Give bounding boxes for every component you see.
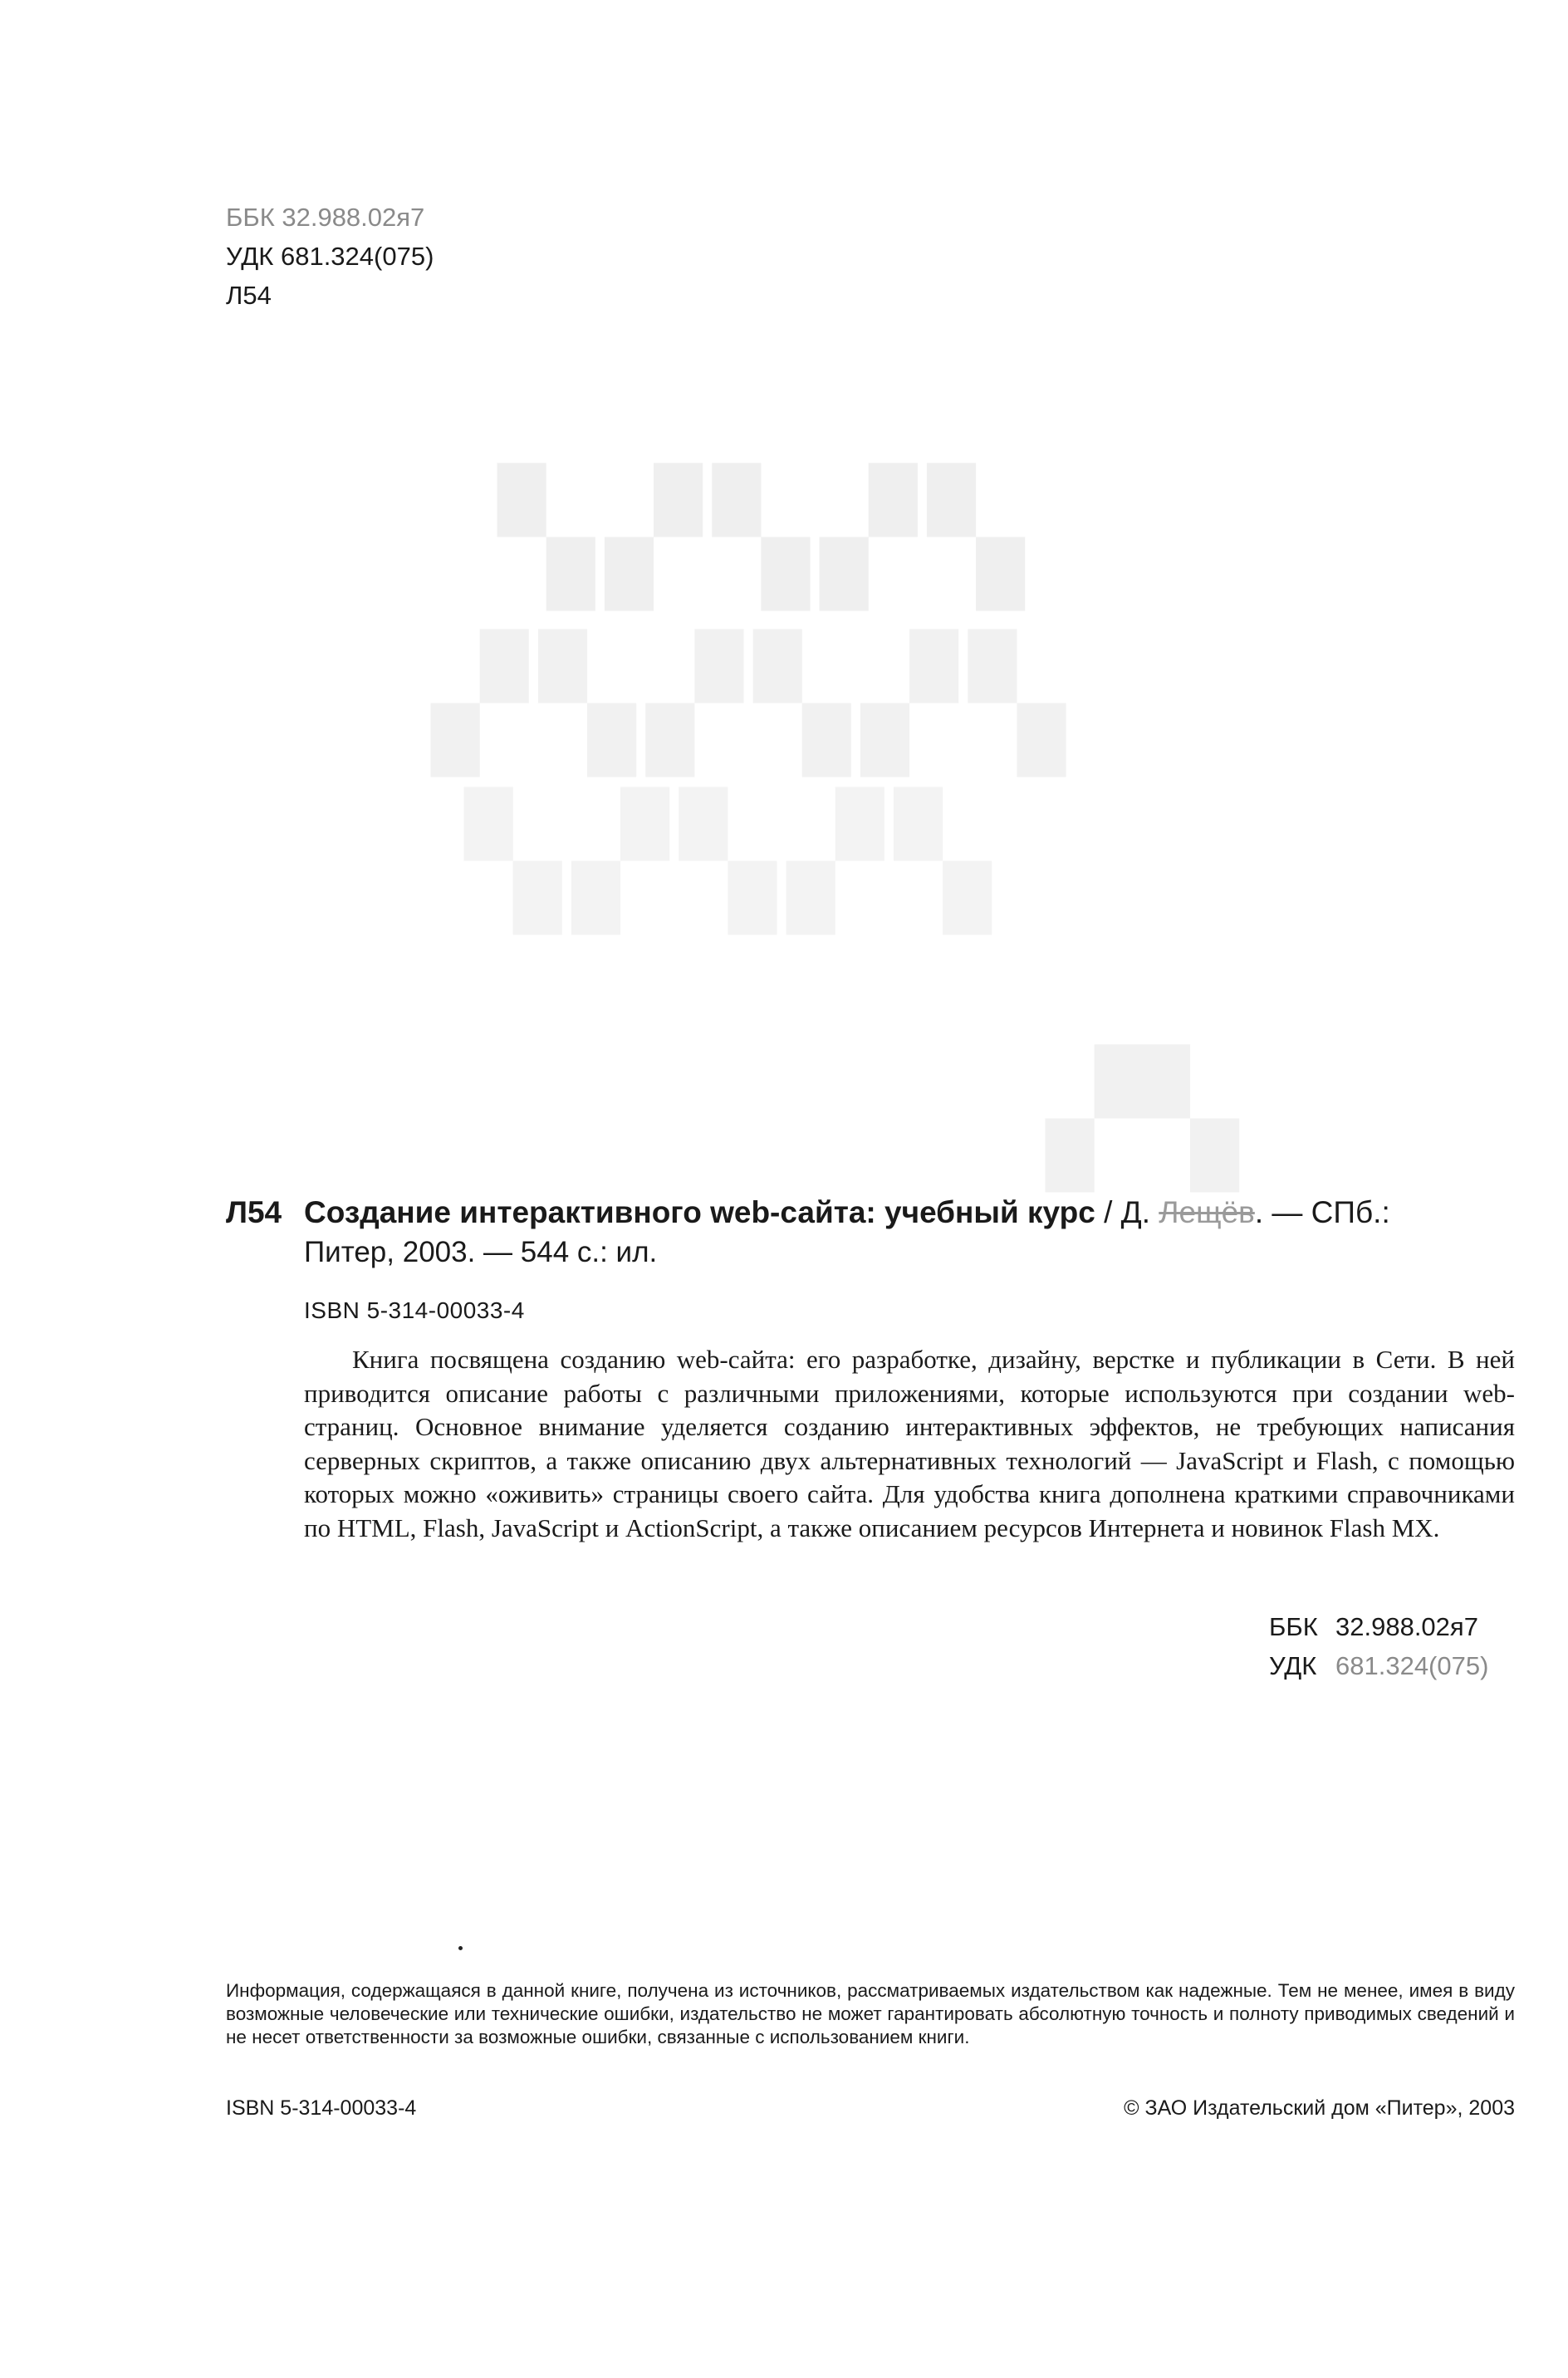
show-through-ghost: ▞▚ [1046,1047,1238,1191]
udk-value: 681.324(075) [1335,1651,1489,1680]
bbk-label: ББК [1269,1612,1318,1641]
annotation [304,1343,1515,1545]
publisher-line: Питер, 2003. — 544 с.: ил. [304,1236,658,1268]
disclaimer-text: Информация, содержащаяся в данной книге, получена из источников, рассматриваемых издательством как надежные. Тем не менее, имея в виду возможные человеческие или технические ошибки, издательство не может гарантировать абсолютную точность и полноту приводимых сведений и не несет ответственности за возможные ошибки, связанные с использованием книги. [226,1980,1515,2047]
disclaimer [226,1979,1515,2049]
book-title: Создание интерактивного web-сайта: учебный курс [304,1195,1095,1229]
entry-code: Л54 [226,1195,282,1229]
udk-code-bottom [1269,1646,1488,1685]
isbn-line: ISBN 5-314-00033-4 [304,1297,525,1323]
classification-top [226,198,434,315]
bbk-code-bottom [1269,1607,1488,1646]
bbk-code-top: ББК 32.988.02я7 [226,203,425,232]
footer-isbn: ISBN 5-314-00033-4 [226,2096,417,2120]
author-name: Лещёв [1159,1195,1255,1229]
udk-code-top: УДК 681.324(075) [226,242,434,271]
entry-title [304,1195,1390,1230]
annotation-text: Книга посвящена созданию web-сайта: его разработке, дизайну, верстке и публикации в Сети. В ней приводится описание работы с различными приложениями, которые используются при создании web-страниц. Основное внимание уделяется созданию интерактивных эффектов, не требующих написания серверных скриптов, а также описанию двух альтернативных технологий — JavaScript и Flash, с помощью которых можно «оживить» страницы своего сайта. Для удобства книга дополнена краткими справочниками по HTML, Flash, JavaScript и ActionScript, а также описанием ресурсов Интернета и новинок Flash MX. [304,1345,1515,1542]
classification-bottom [1269,1607,1488,1685]
place-of-publication: . — СПб.: [1254,1195,1390,1229]
show-through-ghost: ▚▞▚▞▚ [498,465,1036,610]
author-mark-top: Л54 [226,281,272,310]
bbk-value: 32.988.02я7 [1335,1612,1478,1641]
show-through-ghost: ▚▞▚▞▚ [465,789,1002,934]
udk-label: УДК [1269,1651,1317,1680]
copyright-notice: © ЗАО Издательский дом «Питер», 2003 [1124,2096,1515,2120]
title-separator: / Д. [1095,1195,1159,1229]
stray-dot [458,1946,463,1950]
show-through-ghost: ▞▚▞▚▞▚ [432,631,1077,776]
